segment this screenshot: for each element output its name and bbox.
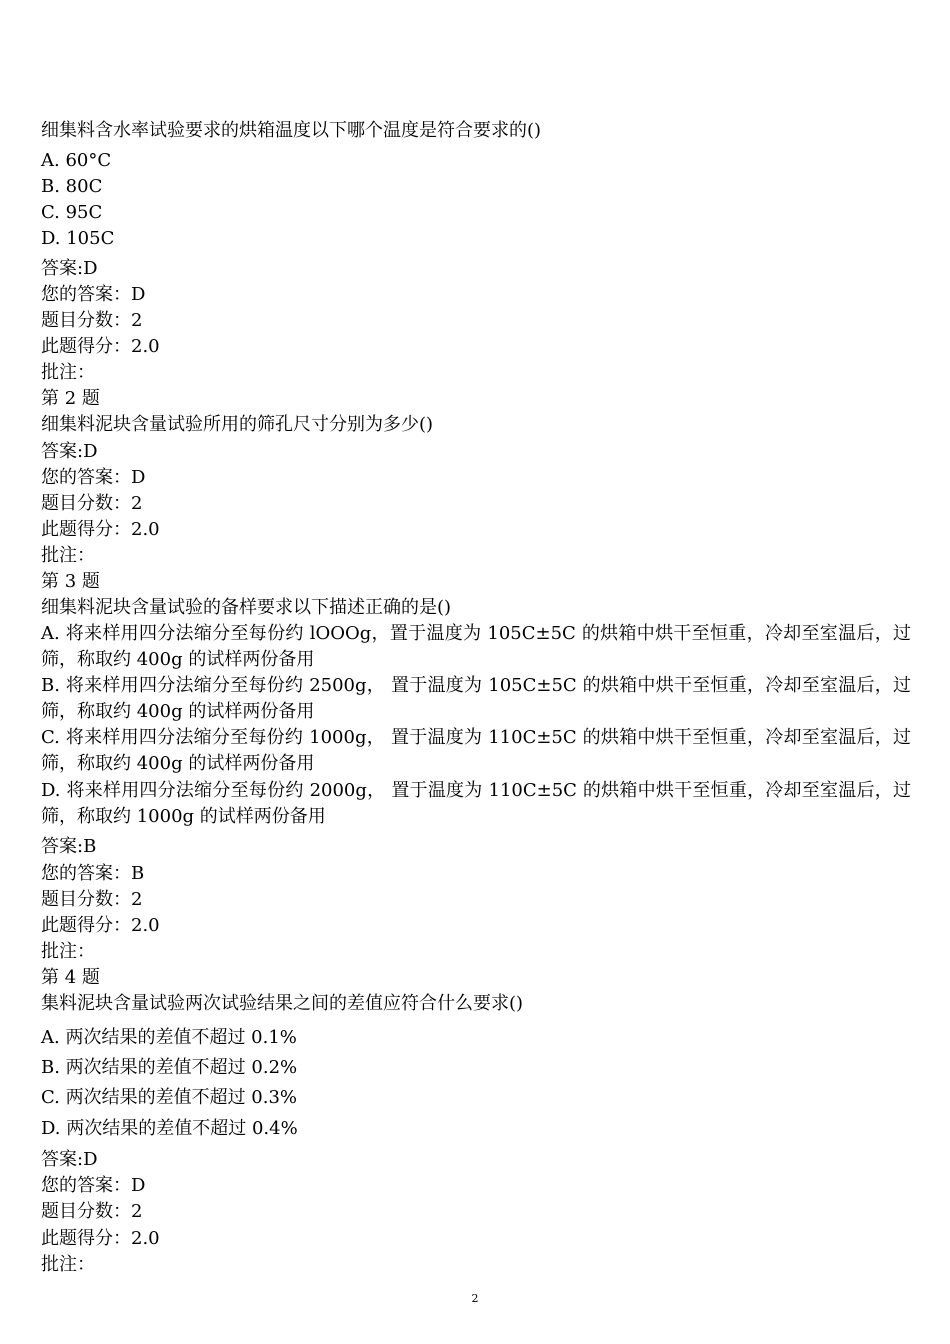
question-4-score: 此题得分：2.0 xyxy=(41,1228,160,1249)
question-3-comment: 批注： xyxy=(41,941,95,962)
question-2-your-answer: 您的答案：D xyxy=(41,467,146,488)
question-2-score: 此题得分：2.0 xyxy=(41,519,160,540)
question-1-points: 题目分数：2 xyxy=(41,310,143,331)
question-3-answer: 答案:B xyxy=(41,836,97,857)
question-1-option-c: C. 95C xyxy=(41,202,103,223)
question-4-option-c: C. 两次结果的差值不超过 0.3% xyxy=(41,1087,298,1108)
question-1-stem: 细集料含水率试验要求的烘箱温度以下哪个温度是符合要求的() xyxy=(41,120,542,141)
page-number: 2 xyxy=(471,1292,479,1305)
question-3-stem: 细集料泥块含量试验的备样要求以下描述正确的是() xyxy=(41,597,452,618)
question-3-option-c: C. 将来样用四分法缩分至每份约 1000g， 置于温度为 110C±5C 的烘箱中烘干至恒重，冷却至室温后，过筛，称取约 400g 的试样两份备用 xyxy=(41,727,911,774)
question-1-score: 此题得分：2.0 xyxy=(41,336,160,357)
question-1-your-answer: 您的答案：D xyxy=(41,284,146,305)
question-1-comment: 批注： xyxy=(41,362,95,383)
question-4-answer: 答案:D xyxy=(41,1149,98,1170)
question-1-option-d: D. 105C xyxy=(41,228,115,249)
question-1-option-a: A. 60°C xyxy=(41,150,112,171)
question-3-your-answer: 您的答案：B xyxy=(41,863,145,884)
question-3-heading: 第 3 题 xyxy=(41,571,100,592)
question-4-heading: 第 4 题 xyxy=(41,967,100,988)
question-3-option-a: A. 将来样用四分法缩分至每份约 lOOOg，置于温度为 105C±5C 的烘箱中烘干至恒重，冷却至室温后，过筛，称取约 400g 的试样两份备用 xyxy=(41,623,911,670)
question-4-option-a: A. 两次结果的差值不超过 0.1% xyxy=(41,1027,297,1048)
question-2-heading: 第 2 题 xyxy=(41,388,100,409)
question-4-stem: 集料泥块含量试验两次试验结果之间的差值应符合什么要求() xyxy=(41,993,524,1014)
question-1-option-b: B. 80C xyxy=(41,176,103,197)
question-3-points: 题目分数：2 xyxy=(41,889,143,910)
question-2-comment: 批注： xyxy=(41,545,95,566)
question-3-option-d: D. 将来样用四分法缩分至每份约 2000g， 置于温度为 110C±5C 的烘箱中烘干至恒重，冷却至室温后，过筛，称取约 1000g 的试样两份备用 xyxy=(41,780,911,827)
question-1-answer: 答案:D xyxy=(41,258,98,279)
question-3-option-b: B. 将来样用四分法缩分至每份约 2500g， 置于温度为 105C±5C 的烘箱中烘干至恒重，冷却至室温后，过筛，称取约 400g 的试样两份备用 xyxy=(41,675,911,722)
question-4-option-b: B. 两次结果的差值不超过 0.2% xyxy=(41,1057,298,1078)
question-4-option-d: D. 两次结果的差值不超过 0.4% xyxy=(41,1118,298,1139)
question-2-stem: 细集料泥块含量试验所用的筛孔尺寸分别为多少() xyxy=(41,414,434,435)
question-4-your-answer: 您的答案：D xyxy=(41,1175,146,1196)
question-2-answer: 答案:D xyxy=(41,441,98,462)
question-2-points: 题目分数：2 xyxy=(41,493,143,514)
question-3-score: 此题得分：2.0 xyxy=(41,915,160,936)
question-4-points: 题目分数：2 xyxy=(41,1201,143,1222)
question-4-comment: 批注： xyxy=(41,1254,95,1275)
